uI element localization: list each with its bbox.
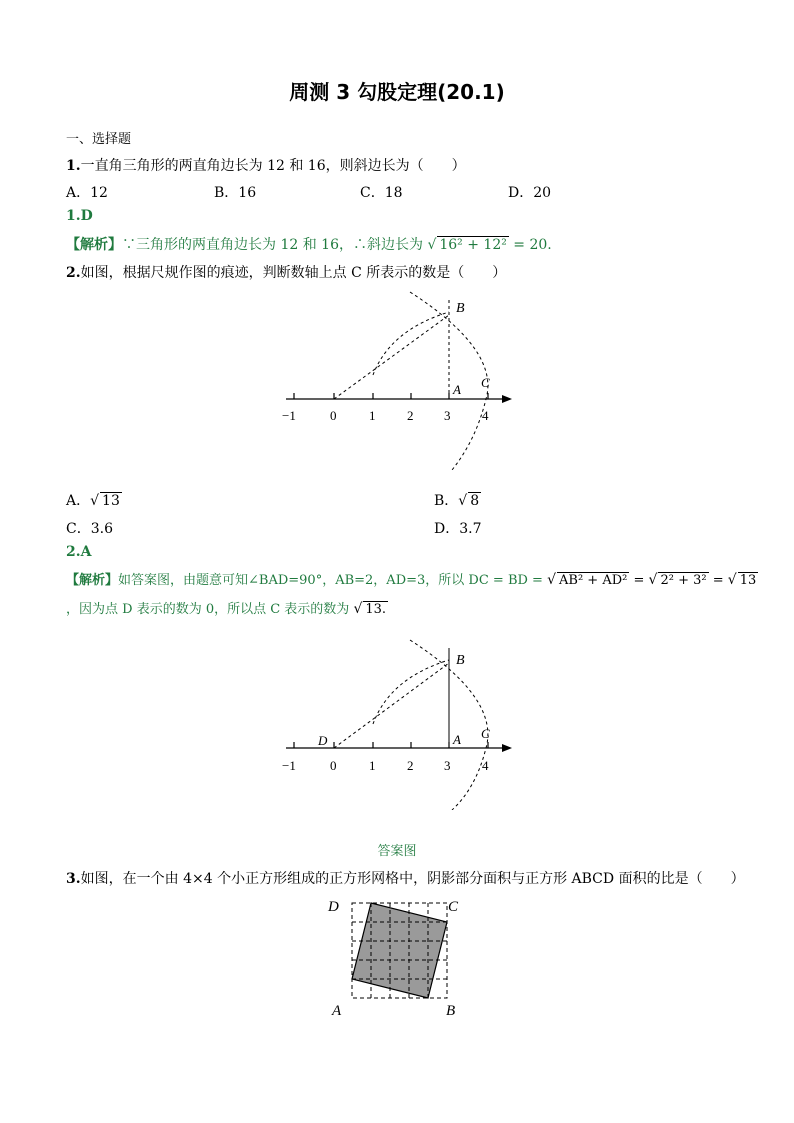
label-c: C	[448, 899, 459, 915]
point-a-label: A	[453, 382, 461, 397]
option-radicand: 8	[470, 493, 480, 509]
analysis-text: ，因为点 D 表示的数为 0，所以点 C 表示的数为	[66, 602, 350, 617]
option-radicand: 13	[102, 493, 120, 509]
svg-text:4: 4	[482, 408, 489, 423]
q1-option-b: B．16	[214, 185, 257, 201]
point-b-label: B	[456, 301, 465, 316]
q1-analysis: 【解析】∵三角形的两直角边长为 12 和 16，∴斜边长为 √ 16² + 12² = 20.	[66, 237, 552, 253]
svg-text:−1: −1	[282, 758, 296, 773]
svg-text:2: 2	[407, 758, 414, 773]
arc-small	[373, 660, 449, 724]
question-stem: 如图，在一个由 4×4 个小正方形组成的正方形网格中，阴影部分面积与正方形 ABCD 面积的比是（ ）	[80, 871, 745, 887]
q2-option-d: D．3.7	[434, 521, 482, 537]
svg-text:2: 2	[407, 408, 414, 423]
svg-text:3: 3	[444, 408, 451, 423]
analysis-tag: 【解析】	[66, 237, 122, 253]
analysis-text: ∵三角形的两直角边长为 12 和 16，∴斜边长为	[122, 237, 423, 253]
q2-analysis-line2: ，因为点 D 表示的数为 0，所以点 C 表示的数为 √ 13.	[66, 601, 387, 617]
svg-text:4: 4	[482, 758, 489, 773]
analysis-text: 如答案图，由题意可知∠BAD=90°，AB=2，AD=3，所以 DC = BD =	[118, 573, 543, 588]
tick-labels	[282, 758, 489, 773]
point-d-label: D	[318, 733, 328, 748]
segment-db	[334, 663, 449, 748]
q2-option-b: B．√ 8	[434, 493, 480, 509]
equals-2: =	[712, 573, 724, 588]
question-number: 1.	[66, 158, 81, 174]
axis-arrow-icon	[502, 744, 512, 752]
analysis-tag: 【解析】	[66, 573, 119, 588]
equals-1: =	[633, 573, 645, 588]
svg-text:1: 1	[369, 408, 376, 423]
svg-text:0: 0	[330, 408, 337, 423]
q1-option-c: C．18	[360, 185, 403, 201]
question-2	[66, 262, 506, 282]
question-number: 3.	[66, 871, 81, 887]
label-d: D	[328, 899, 339, 915]
radicand-1: AB² + AD²	[559, 573, 628, 588]
q1-option-d: D．20	[508, 185, 552, 201]
q2-option-a: A．√ 13	[66, 493, 120, 509]
point-b-label: B	[456, 653, 465, 668]
answer-figure	[280, 638, 520, 810]
point-c-label: C	[481, 375, 490, 390]
radicand-3: 13	[739, 573, 757, 588]
q2-option-c: C．3.6	[66, 521, 113, 537]
q2-answer: 2.A	[66, 544, 92, 560]
figure-caption: 答案图	[377, 844, 417, 859]
point-c-label: C	[481, 726, 490, 741]
question-stem: 如图，根据尺规作图的痕迹，判断数轴上点 C 所表示的数是（ ）	[80, 265, 507, 281]
q1-answer: 1.D	[66, 208, 93, 224]
svg-text:3: 3	[444, 758, 451, 773]
radicand: 13.	[365, 602, 387, 617]
grid-figure	[320, 893, 470, 1021]
page-title: 周测 3 勾股定理(20.1)	[289, 80, 505, 104]
question-stem: 一直角三角形的两直角边长为 12 和 16，则斜边长为（ ）	[80, 158, 466, 174]
q2-analysis-line1: 【解析】如答案图，由题意可知∠BAD=90°，AB=2，AD=3，所以 DC = BD = √ AB² + AD² = √ 2² + 3² = √ 13	[66, 572, 757, 588]
question-1	[66, 155, 466, 175]
svg-text:−1: −1	[282, 408, 296, 423]
question-number: 2.	[66, 265, 81, 281]
option-prefix: A．	[66, 493, 91, 509]
radicand-2: 2² + 3²	[660, 573, 707, 588]
svg-text:0: 0	[330, 758, 337, 773]
numberline-figure	[280, 290, 520, 472]
label-b: B	[446, 1003, 456, 1019]
section-heading: 一、选择题	[66, 132, 132, 147]
option-prefix: B．	[434, 493, 459, 509]
question-3	[66, 868, 745, 888]
svg-text:1: 1	[369, 758, 376, 773]
analysis-result: = 20.	[513, 237, 552, 253]
label-a: A	[332, 1003, 342, 1019]
analysis-radicand: 16² + 12²	[439, 237, 507, 253]
q1-option-a: A．12	[66, 185, 108, 201]
shaded-square	[352, 903, 447, 998]
point-a-label: A	[453, 732, 461, 747]
